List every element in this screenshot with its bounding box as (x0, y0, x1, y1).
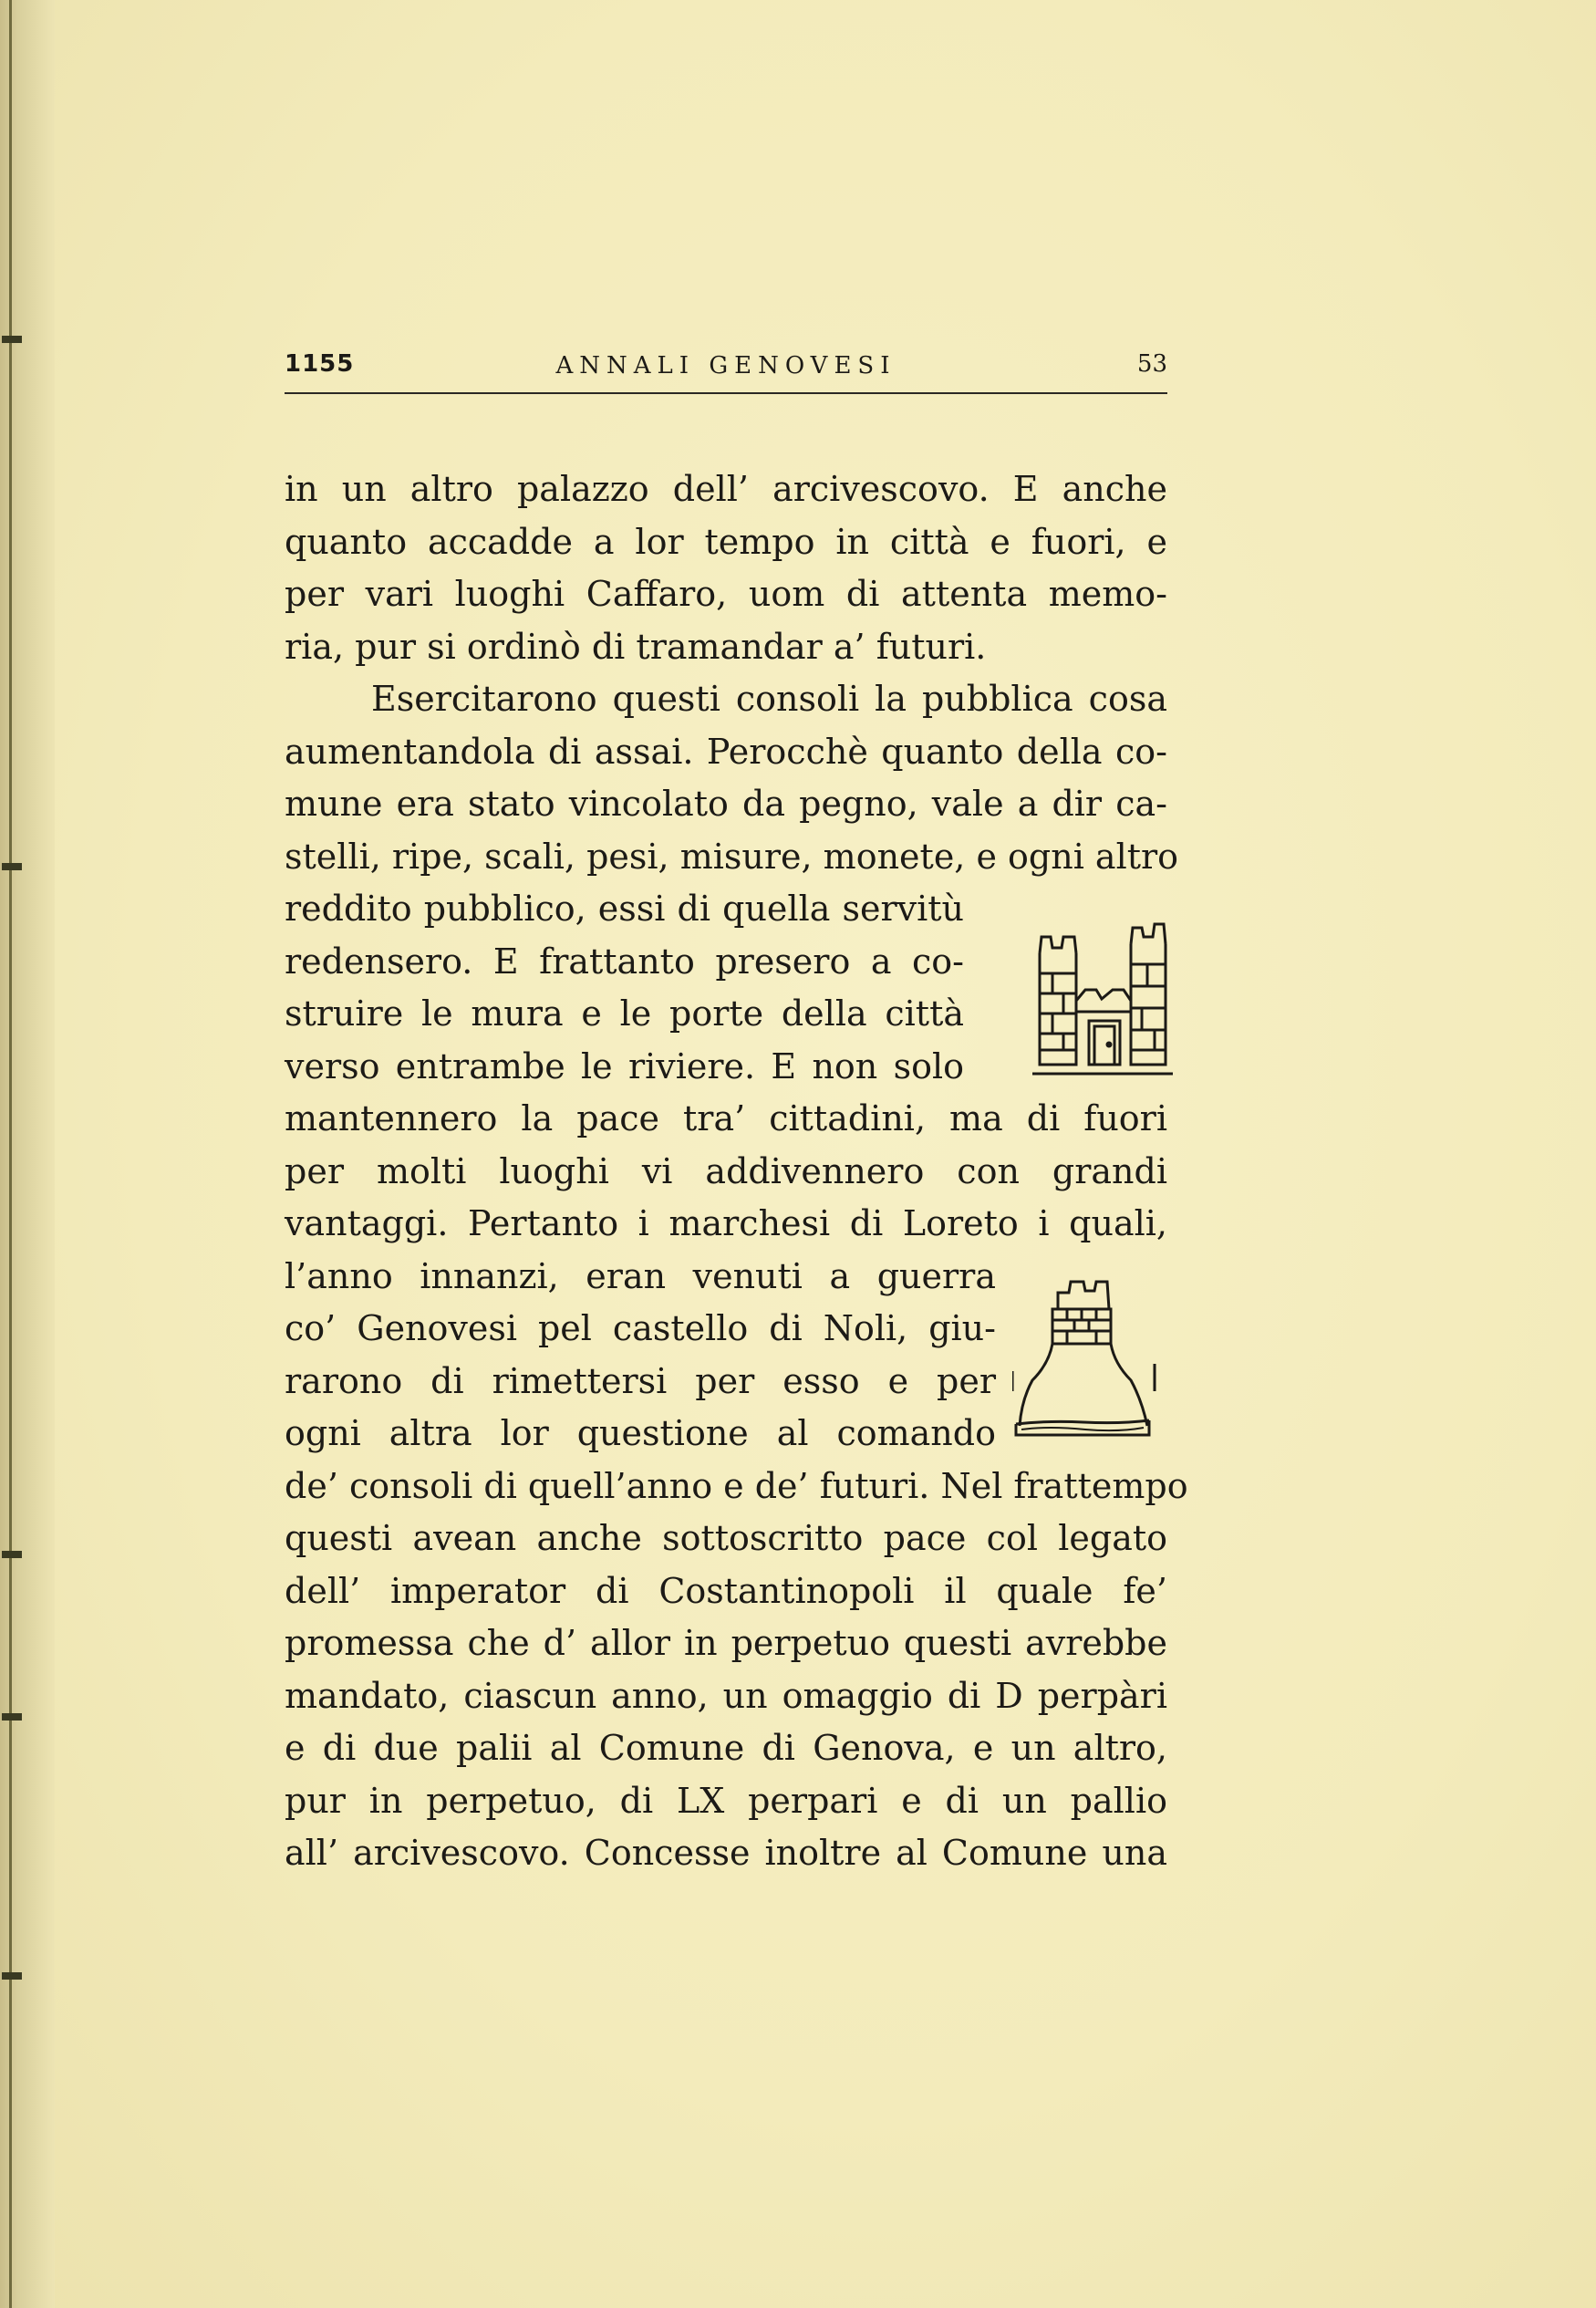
header-rule (285, 392, 1167, 394)
text-line: de’ consoli di quell’anno e de’ futuri. Nel frattempo (285, 1465, 1188, 1506)
text-line: per molti luoghi vi addivennero con grandi (285, 1150, 1167, 1191)
text-line: per vari luoghi Caffaro, uom di attenta memo- (285, 574, 1167, 614)
text-line: dell’ imperator di Costantinopoli il quale fe’ (285, 1570, 1167, 1611)
header-year: 1155 (285, 350, 355, 378)
page-number: 53 (1136, 350, 1167, 378)
binding-fold-line (9, 0, 12, 2308)
book-binding-edge (0, 0, 55, 2308)
binding-stitch (2, 863, 22, 870)
text-line: vantaggi. Pertanto i marchesi di Loreto i quali, (285, 1203, 1167, 1243)
text-line: mune era stato vincolato da pegno, vale a dir ca- (285, 784, 1167, 824)
text-line: ogni altra lor questione al comando (285, 1413, 996, 1453)
text-line: stelli, ripe, scali, pesi, misure, monete, e ogni altro (285, 836, 1179, 877)
binding-stitch (2, 1713, 22, 1721)
text-line: in un altro palazzo dell’ arcivescovo. E anche (285, 469, 1167, 509)
binding-stitch (2, 1972, 22, 1980)
castle-hill-illustration (1012, 1273, 1158, 1455)
text-line: verso entrambe le riviere. E non solo (285, 1045, 964, 1086)
text-line: mandato, ciascun anno, un omaggio di D perpàri (285, 1675, 1167, 1716)
text-line: co’ Genovesi pel castello di Noli, giu- (285, 1308, 996, 1348)
text-line: rarono di rimettersi per esso e per (285, 1360, 996, 1401)
binding-stitch (2, 1551, 22, 1558)
body-text (285, 463, 1188, 1880)
text-line: aumentandola di assai. Perocchè quanto della co- (285, 731, 1167, 772)
text-line: redensero. E frattanto presero a co- (285, 941, 964, 982)
text-line: ria, pur si ordinò di tramandar a’ futuri. (285, 626, 987, 667)
text-line: pur in perpetuo, di LX perpari e di un pallio (285, 1780, 1167, 1821)
text-line: promessa che d’ allor in perpetuo questi avrebbe (285, 1623, 1167, 1663)
running-header (285, 347, 1167, 392)
text-line: mantennero la pace tra’ cittadini, ma di fuori (285, 1098, 1167, 1138)
text-line: all’ arcivescovo. Concesse inoltre al Comune una (285, 1833, 1167, 1873)
city-gate-illustration (1029, 917, 1175, 1081)
header-title: ANNALI GENOVESI (555, 352, 896, 379)
binding-stitch (2, 336, 22, 343)
text-line: l’anno innanzi, eran venuti a guerra (285, 1255, 996, 1296)
text-line: questi avean anche sottoscritto pace col legato (285, 1518, 1167, 1558)
text-line: e di due palii al Comune di Genova, e un altro, (285, 1728, 1167, 1768)
text-line: Esercitarono questi consoli la pubblica cosa (371, 679, 1167, 719)
text-line: struire le mura e le porte della città (285, 993, 964, 1034)
text-line: reddito pubblico, essi di quella servitù (285, 889, 964, 929)
text-line: quanto accadde a lor tempo in città e fuori, e (285, 521, 1167, 562)
